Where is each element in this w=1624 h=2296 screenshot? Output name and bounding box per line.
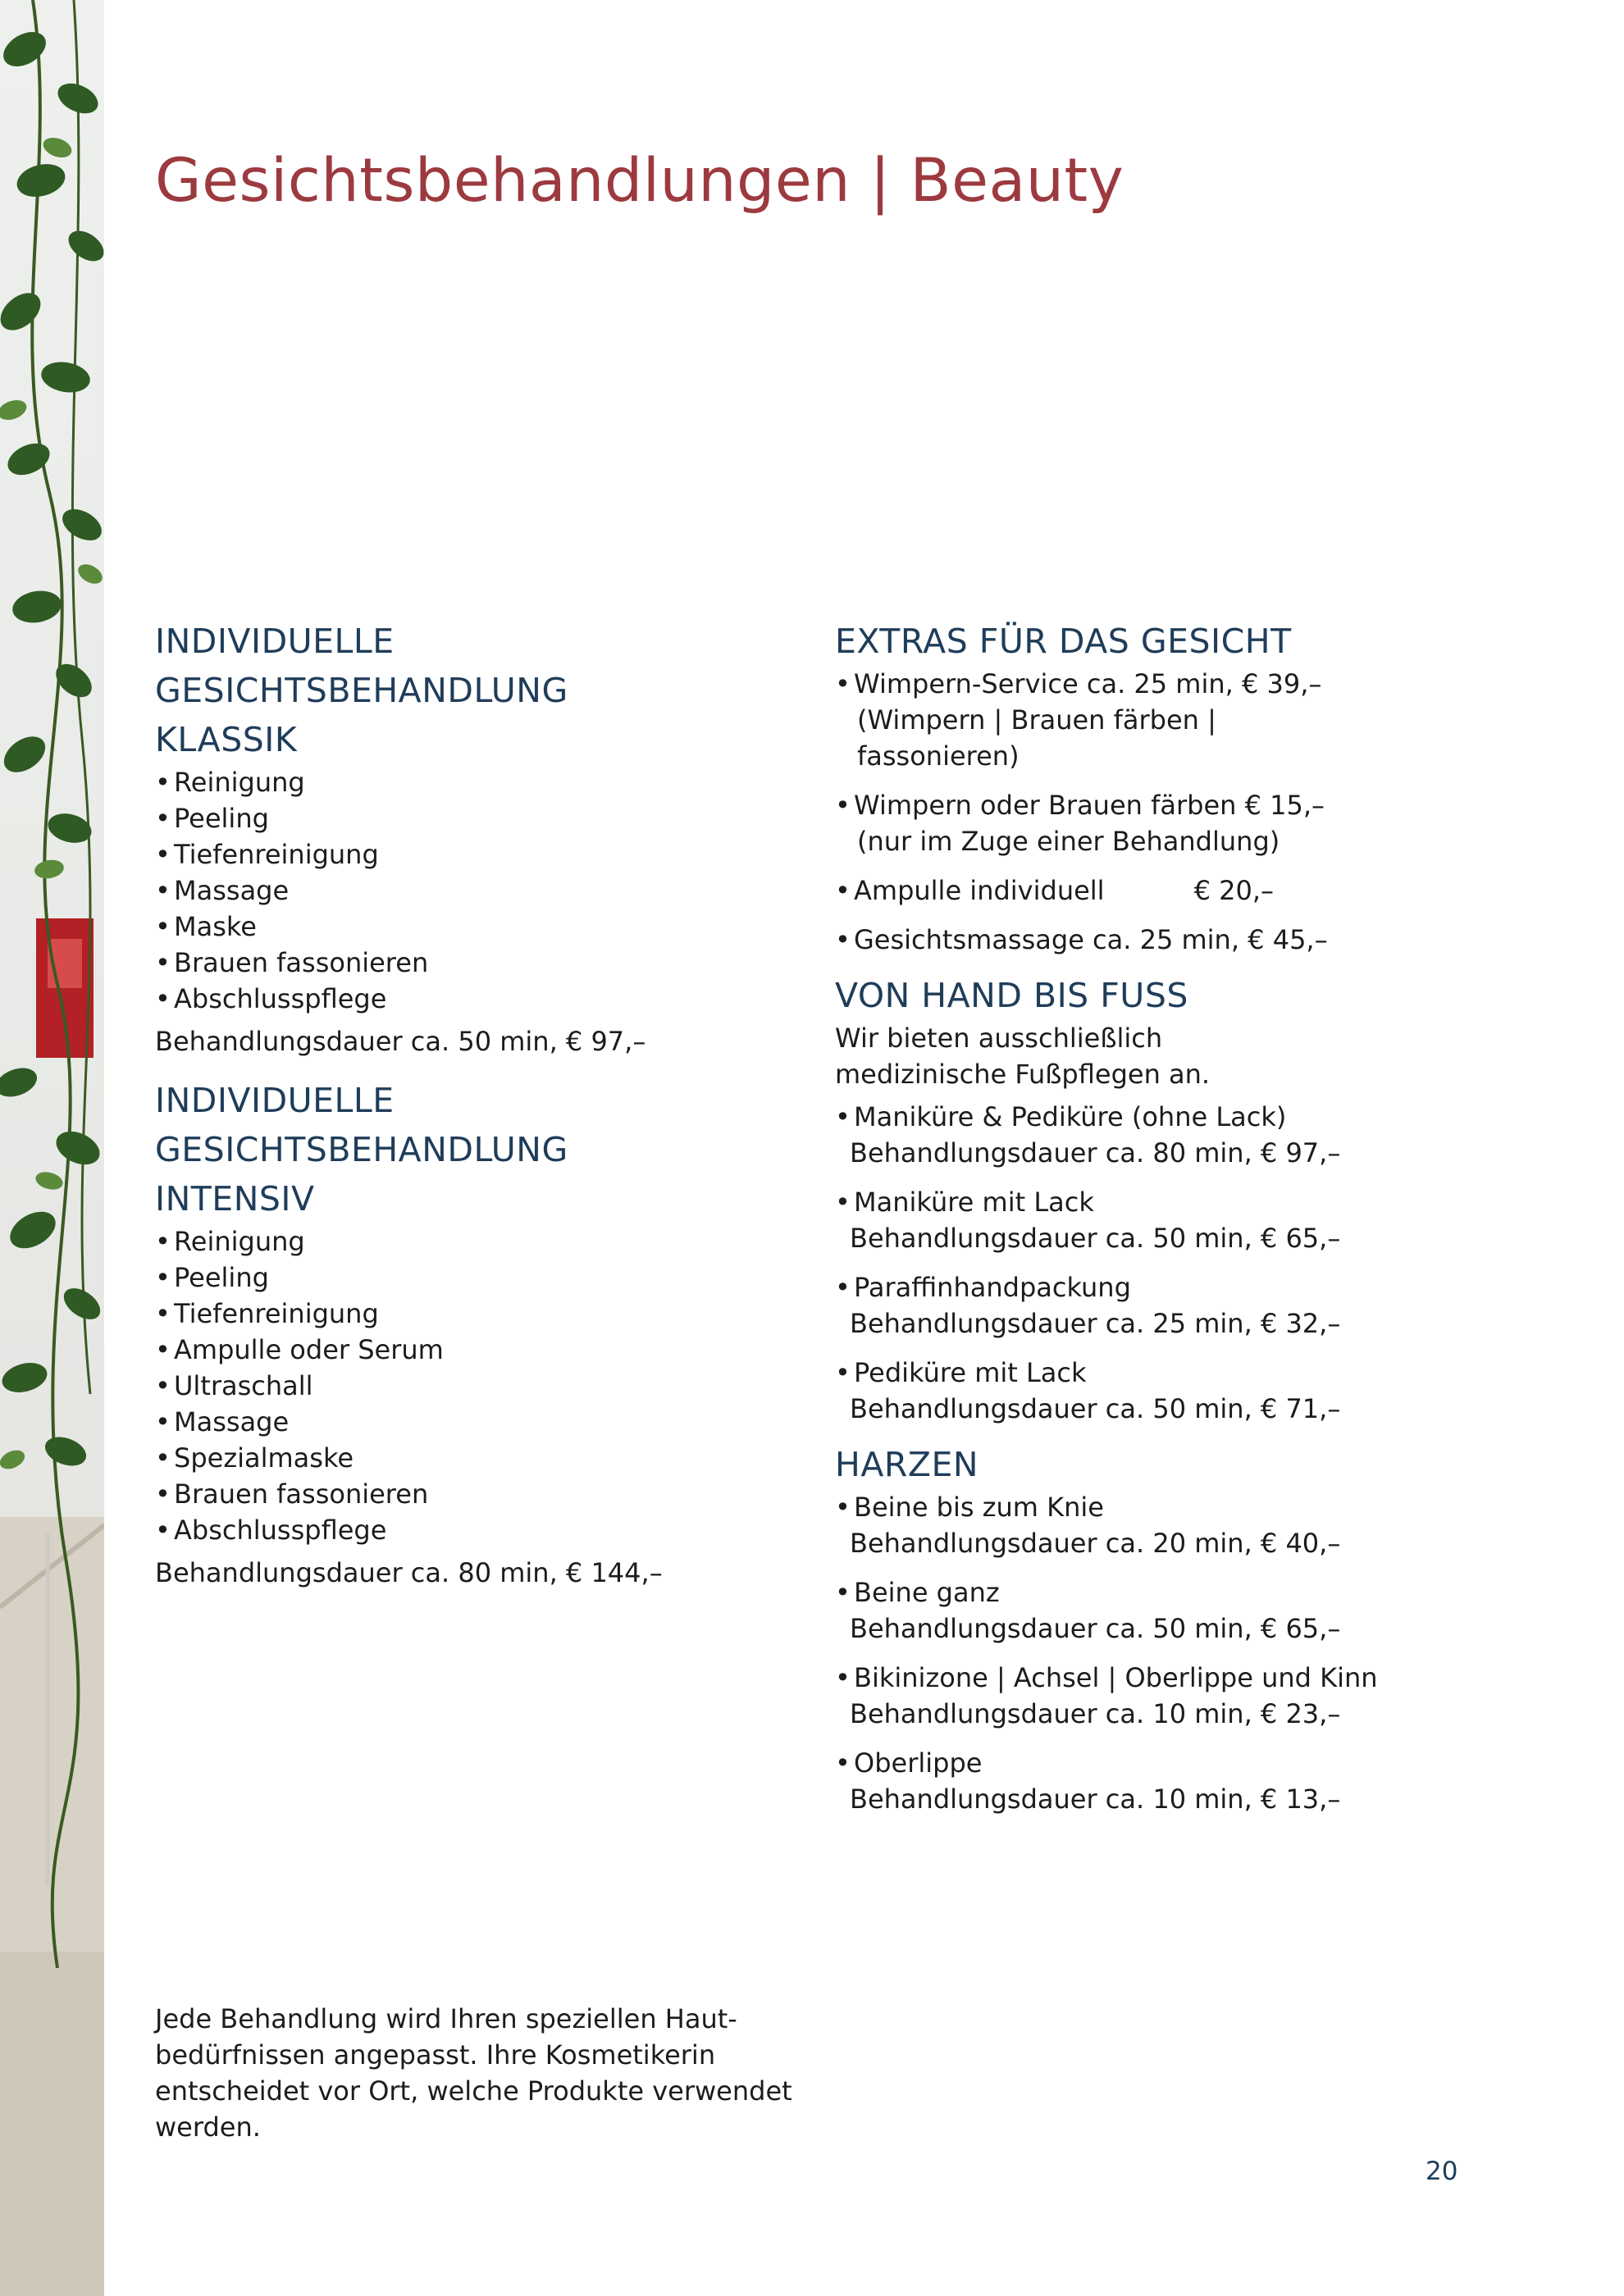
extra-item: • Gesichtsmassage ca. 25 min, € 45,– [835, 924, 1328, 955]
service-item: • Paraffinhandpackung Behandlungsdauer ca. 25 min, € 32,– [835, 1269, 1573, 1342]
section-hand-fuss [835, 971, 1573, 1427]
extra-item-note: (nur im Zuge einer Behandlung) [857, 826, 1280, 857]
service-name: Maniküre mit Lack [854, 1187, 1094, 1218]
duration-price: Behandlungsdauer ca. 50 min, € 97,– [155, 1026, 646, 1057]
service-name: Maniküre & Pediküre (ohne Lack) [854, 1101, 1287, 1132]
extra-item-title: Ampulle individuell [854, 875, 1105, 906]
list-item: • Ultraschall [155, 1370, 313, 1401]
footnote [155, 2001, 792, 2145]
footnote-line: entscheidet vor Ort, welche Produkte verwendet [155, 2075, 792, 2107]
extra-item: • Wimpern-Service ca. 25 min, € 39,– (Wimpern | Brauen färben | fassonieren) [835, 666, 1573, 774]
service-item: • Maniküre mit Lack Behandlungsdauer ca. 50 min, € 65,– [835, 1184, 1573, 1256]
section-extras [835, 617, 1573, 958]
list-item: • Reinigung [155, 767, 305, 798]
section-heading: INDIVIDUELLE GESICHTSBEHANDLUNG [155, 622, 568, 710]
section-heading: EXTRAS FÜR DAS GESICHT [835, 622, 1292, 661]
left-column [155, 617, 811, 1591]
list-item: • Reinigung [155, 1226, 305, 1257]
service-name: Bikinizone | Achsel | Oberlippe und Kinn [854, 1662, 1378, 1693]
service-item: • Beine bis zum Knie Behandlungsdauer ca. 20 min, € 40,– [835, 1489, 1573, 1561]
service-name: Beine bis zum Knie [854, 1492, 1104, 1523]
page-number: 20 [1426, 2157, 1458, 2186]
service-detail: Behandlungsdauer ca. 80 min, € 97,– [850, 1137, 1341, 1168]
section-heading-sub: KLASSIK [155, 720, 298, 759]
extra-item-note: fassonieren) [857, 740, 1020, 772]
list-item: • Peeling [155, 803, 269, 834]
section-harzen [835, 1440, 1573, 1817]
list-item: • Abschlusspflege [155, 1515, 387, 1546]
footnote-line: werden. [155, 2112, 261, 2143]
section-heading: HARZEN [835, 1445, 979, 1484]
section-heading: VON HAND BIS FUSS [835, 976, 1188, 1015]
extra-item-title: Wimpern-Service ca. 25 min, € 39,– [854, 668, 1322, 699]
extra-item: • Wimpern oder Brauen färben € 15,– (nur im Zuge einer Behandlung) [835, 787, 1573, 859]
service-name: Oberlippe [854, 1747, 983, 1779]
service-name: Paraffinhandpackung [854, 1272, 1131, 1303]
service-item: • Bikinizone | Achsel | Oberlippe und Kinn Behandlungsdauer ca. 10 min, € 23,– [835, 1660, 1573, 1732]
service-detail: Behandlungsdauer ca. 10 min, € 23,– [850, 1698, 1341, 1729]
list-item: • Brauen fassonieren [155, 947, 429, 978]
service-name: Beine ganz [854, 1577, 1000, 1608]
list-item: • Spezialmaske [155, 1442, 354, 1474]
section-heading: INDIVIDUELLE GESICHTSBEHANDLUNG [155, 1081, 568, 1169]
extra-item: • Ampulle individuell € 20,– [835, 872, 1573, 909]
section-intensiv [155, 1076, 811, 1591]
service-item: • Oberlippe Behandlungsdauer ca. 10 min, € 13,– [835, 1745, 1573, 1817]
duration-price: Behandlungsdauer ca. 80 min, € 144,– [155, 1557, 663, 1588]
list-item: • Brauen fassonieren [155, 1478, 429, 1510]
list-item: • Peeling [155, 1262, 269, 1293]
ivy-leaves-illustration [0, 0, 104, 2296]
page-title: Gesichtsbehandlungen | Beauty [155, 146, 1124, 216]
extra-item-title: Gesichtsmassage ca. 25 min, € 45,– [854, 924, 1328, 955]
section-heading-sub: INTENSIV [155, 1179, 315, 1219]
extra-item-note: (Wimpern | Brauen färben | [857, 704, 1216, 736]
extra-item-price: € 20,– [1193, 875, 1274, 906]
service-detail: Behandlungsdauer ca. 50 min, € 71,– [850, 1393, 1341, 1424]
section-intro: Wir bieten ausschließlich [835, 1023, 1163, 1054]
service-detail: Behandlungsdauer ca. 10 min, € 13,– [850, 1784, 1341, 1815]
section-klassik [155, 617, 811, 1059]
list-item: • Tiefenreinigung [155, 839, 379, 870]
treatment-step-list [155, 1223, 811, 1548]
footnote-line: bedürfnissen angepasst. Ihre Kosmetikerin [155, 2039, 716, 2070]
service-item: • Beine ganz Behandlungsdauer ca. 50 min, € 65,– [835, 1574, 1573, 1647]
service-item: • Maniküre & Pediküre (ohne Lack) Behandlungsdauer ca. 80 min, € 97,– [835, 1099, 1573, 1171]
list-item: • Tiefenreinigung [155, 1298, 379, 1329]
service-item: • Pediküre mit Lack Behandlungsdauer ca. 50 min, € 71,– [835, 1355, 1573, 1427]
treatment-step-list [155, 764, 811, 1017]
list-item: • Abschlusspflege [155, 983, 387, 1014]
list-item: • Massage [155, 875, 290, 906]
service-detail: Behandlungsdauer ca. 25 min, € 32,– [850, 1308, 1341, 1339]
extra-item-title: Wimpern oder Brauen färben € 15,– [854, 790, 1325, 821]
right-column [835, 617, 1573, 1817]
service-name: Pediküre mit Lack [854, 1357, 1087, 1388]
service-detail: Behandlungsdauer ca. 50 min, € 65,– [850, 1613, 1341, 1644]
list-item: • Ampulle oder Serum [155, 1334, 444, 1365]
service-detail: Behandlungsdauer ca. 50 min, € 65,– [850, 1223, 1341, 1254]
list-item: • Massage [155, 1406, 290, 1437]
list-item: • Maske [155, 911, 257, 942]
footnote-line: Jede Behandlung wird Ihren speziellen Haut- [155, 2003, 737, 2034]
section-intro: medizinische Fußpflegen an. [835, 1059, 1211, 1090]
ivy-plant-photo [0, 0, 104, 2296]
service-detail: Behandlungsdauer ca. 20 min, € 40,– [850, 1528, 1341, 1559]
